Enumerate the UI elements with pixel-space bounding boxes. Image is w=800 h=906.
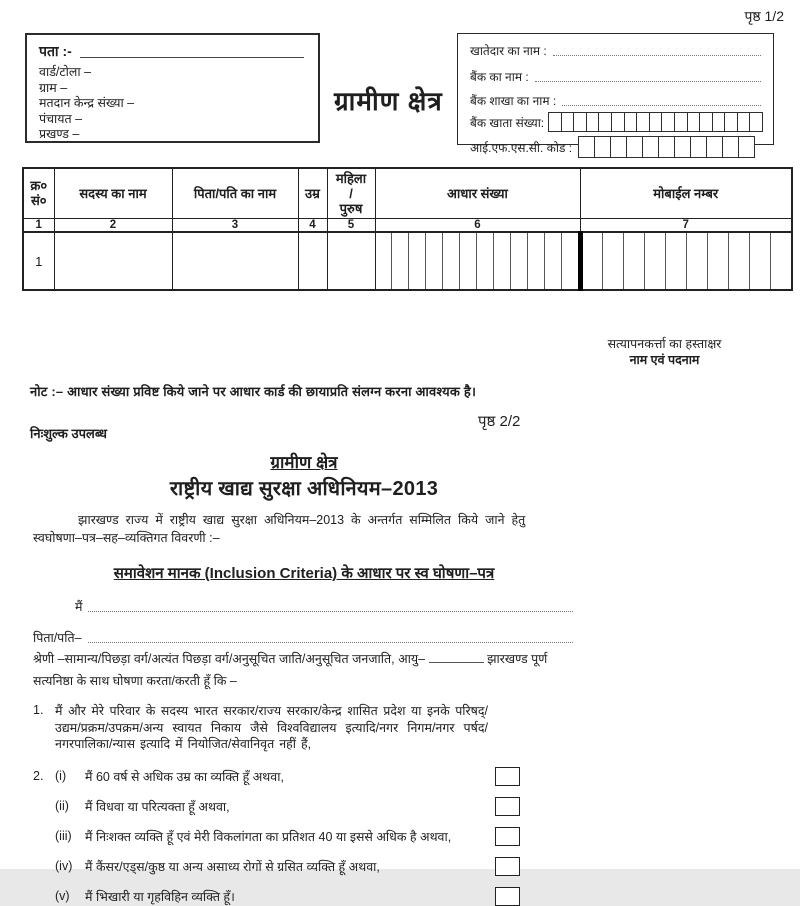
ifsc-cell-grid [578,136,755,158]
digit-cell[interactable] [708,233,729,289]
account-holder-fill-line[interactable] [553,46,761,56]
bank-name-label: बैंक का नाम : [470,70,529,84]
inclusion-criteria-heading: समावेशन मानक (Inclusion Criteria) के आधार पर स्व घोषणा–पत्र [113,565,495,582]
colnum-7: 7 [580,218,792,232]
digit-cell[interactable] [724,112,738,132]
row1-member-name-cell[interactable] [54,232,172,290]
item-2i [33,767,520,786]
intro-line-2: स्वघोषणा–पत्र–सह–व्यक्तिगत विवरणी :– [33,531,220,545]
digit-cell[interactable] [548,112,562,132]
digit-cell[interactable] [699,112,713,132]
colnum-6: 6 [375,218,580,232]
digit-cell[interactable] [443,233,460,289]
item-2ii-checkbox[interactable] [495,797,520,816]
digit-cell[interactable] [494,233,511,289]
row1-aadhaar-cell [375,232,580,290]
members-table [22,167,793,291]
intro-paragraph [33,511,575,547]
item-1-number: 1. [33,703,44,717]
category-prefix: श्रेणी –सामान्य/पिछड़ा वर्ग/अत्यंत पिछड़ा वर्ग/अनुसूचित जाति/अनुसूचित जनजाति, आयु– [33,652,426,666]
item-2iii-marker: (iii) [55,829,72,843]
header-aadhaar: आधार संख्या [375,168,580,218]
header-age: उम्र [298,168,327,218]
table-row [23,232,792,290]
digit-cell[interactable] [409,233,426,289]
digit-cell[interactable] [603,233,624,289]
aadhaar-note: नोट :– आधार संख्या प्रविष्ट किये जाने पर आधार कार्ड की छायाप्रति संलग्न करना आवश्यक है। [30,384,477,399]
digit-cell[interactable] [706,136,723,158]
branch-name-label: बैंक शाखा का नाम : [470,94,557,108]
digit-cell[interactable] [624,233,645,289]
item-2i-marker: (i) [55,769,67,783]
digit-cell[interactable] [594,136,611,158]
digit-cell[interactable] [687,112,701,132]
address-fill-line[interactable] [80,46,304,58]
bank-name-fill-line[interactable] [535,72,761,82]
free-of-cost-label: निःशुल्क उपलब्ध [30,426,107,441]
branch-name-fill-line[interactable] [562,96,761,106]
address-field-ward[interactable]: वार्ड/टोला – [39,65,92,79]
digit-cell[interactable] [392,233,409,289]
address-field-block[interactable]: प्रखण्ड – [39,127,80,142]
row1-serial: 1 [23,232,54,290]
digit-cell[interactable] [687,233,708,289]
item-2ii [33,797,520,816]
item-2iii [33,827,520,846]
digit-cell[interactable] [661,112,675,132]
item-2i-checkbox[interactable] [495,767,520,786]
digit-cell[interactable] [624,112,638,132]
intro-line-1: झारखण्ड राज्य में राष्ट्रीय खाद्य सुरक्षा अधिनियम–2013 के अन्तर्गत सम्मिलित किये जाने हेतु [78,513,526,527]
mobile-digit-grid [583,233,792,289]
account-number-label: बैंक खाता संख्या: [470,115,545,130]
item-2ii-marker: (ii) [55,799,69,813]
digit-cell[interactable] [610,136,627,158]
item-2iv [33,857,520,876]
digit-cell[interactable] [561,112,575,132]
aadhaar-digit-grid [376,233,578,289]
digit-cell[interactable] [626,136,643,158]
colnum-2: 2 [54,218,172,232]
declaration-items [33,703,520,906]
item-2ii-text: मैं विधवा या परित्यक्ता हूँ अथवा, [85,799,230,814]
digit-cell[interactable] [729,233,750,289]
page1-region-heading: ग्रामीण क्षेत्र [334,86,443,116]
item-2v-checkbox[interactable] [495,887,520,906]
address-box [25,33,320,143]
account-number-cell-grid [548,112,763,132]
digit-cell[interactable] [578,136,595,158]
digit-cell[interactable] [674,112,688,132]
digit-cell[interactable] [738,136,755,158]
digit-cell[interactable] [690,136,707,158]
header-mobile: मोबाईल नम्बर [580,168,792,218]
digit-cell[interactable] [666,233,687,289]
address-title: पता :- [39,43,72,59]
item-2iv-text: मैं कैंसर/एड्स/कुष्ठ या अन्य असाध्य रोगों से ग्रसित व्यक्ति हूँ अथवा, [85,859,380,874]
digit-cell[interactable] [658,136,675,158]
item-2iii-checkbox[interactable] [495,827,520,846]
address-field-village[interactable]: ग्राम – [39,80,68,95]
digit-cell[interactable] [460,233,477,289]
colnum-3: 3 [172,218,298,232]
ifsc-label: आई.एफ.एस.सी. कोड : [470,140,573,155]
verifier-signature-label: सत्यापनकर्त्ता का हस्ताक्षर [607,337,722,351]
item-2v-marker: (v) [55,889,70,903]
page2-number: पृष्ठ 2/2 [478,413,521,430]
digit-cell[interactable] [649,112,663,132]
item-2iv-marker: (iv) [55,859,73,873]
item-2v [33,887,520,906]
row1-mobile-cell [580,232,792,290]
item-1 [33,703,520,753]
digit-cell[interactable] [562,233,578,289]
digit-cell[interactable] [477,233,494,289]
digit-cell[interactable] [583,233,604,289]
item-2-number: 2. [33,769,44,783]
item-2i-text: मैं 60 वर्ष से अधिक उम्र का व्यक्ति हूँ अथवा, [85,769,284,784]
digit-cell[interactable] [636,112,650,132]
digit-cell[interactable] [750,233,771,289]
header-father-husband-name: पिता/पति का नाम [172,168,298,218]
digit-cell[interactable] [573,112,587,132]
address-field-panchayat[interactable]: पंचायत – [39,111,83,126]
item-2v-text: मैं भिखारी या गृहविहिन व्यक्ति हूँ। [85,889,235,904]
digit-cell[interactable] [586,112,600,132]
colnum-1: 1 [23,218,54,232]
digit-cell[interactable] [749,112,763,132]
account-holder-label: खातेदार का नाम : [470,44,547,58]
digit-cell[interactable] [598,112,612,132]
digit-cell[interactable] [511,233,528,289]
age-fill-line[interactable] [429,653,484,663]
digit-cell[interactable] [712,112,726,132]
digit-cell[interactable] [376,233,393,289]
page2-body [33,450,575,906]
item-2iv-checkbox[interactable] [495,857,520,876]
digit-cell[interactable] [771,233,791,289]
digit-cell[interactable] [722,136,739,158]
digit-cell[interactable] [737,112,751,132]
colnum-4: 4 [298,218,327,232]
father-husband-fill-line[interactable] [88,633,573,643]
digit-cell[interactable] [611,112,625,132]
row1-gender-cell[interactable] [327,232,375,290]
item-1-text: मैं और मेरे परिवार के सदस्य भारत सरकार/राज्य सरकार/केन्द्र शासित प्रदेश या इनके परिषद्/उद्यम/प्रक्रम/उपक्रम/अन्य स्वायत निकाय जैसे विश्वविद्यालय इत्यादि/नगर निगम/नगर पर्षद/नगरपालिका/न्यास इत्यादि में नियोजित/सेवानिवृत नहीं हैं, [55,704,488,751]
page2-region-heading: ग्रामीण क्षेत्र [270,453,338,472]
item-2iii-text: मैं निःशक्त व्यक्ति हूँ एवं मेरी विकलांगता का प्रतिशत 40 या इससे अधिक है अथवा, [85,829,452,844]
declarant-i-label: मैं [75,600,83,614]
category-suffix: झारखण्ड पूर्ण [487,652,548,666]
digit-cell[interactable] [645,233,666,289]
row1-age-cell[interactable] [298,232,327,290]
category-line [33,651,575,668]
oath-line: सत्यनिष्ठा के साथ घोषणा करता/करती हूँ कि – [33,674,237,688]
digit-cell[interactable] [545,233,562,289]
digit-cell[interactable] [528,233,545,289]
header-serial: क्र० सं० [23,168,54,218]
colnum-5: 5 [327,218,375,232]
address-field-booth[interactable]: मतदान केन्द्र संख्या – [39,96,135,111]
digit-cell[interactable] [426,233,443,289]
act-title-heading: राष्ट्रीय खाद्य सुरक्षा अधिनियम–2013 [169,478,439,500]
page1-number: पृष्ठ 1/2 [744,8,784,24]
father-husband-label: पिता/पति– [33,631,82,645]
bank-details-box [457,33,774,155]
row1-father-husband-cell[interactable] [172,232,298,290]
digit-cell[interactable] [642,136,659,158]
header-gender: महिला / पुरुष [327,168,375,218]
header-member-name: सदस्य का नाम [54,168,172,218]
verifier-name-designation-label: नाम एवं पदनाम [629,353,700,367]
digit-cell[interactable] [674,136,691,158]
declarant-name-fill-line[interactable] [88,602,573,612]
verifier-signature-block [552,336,777,368]
